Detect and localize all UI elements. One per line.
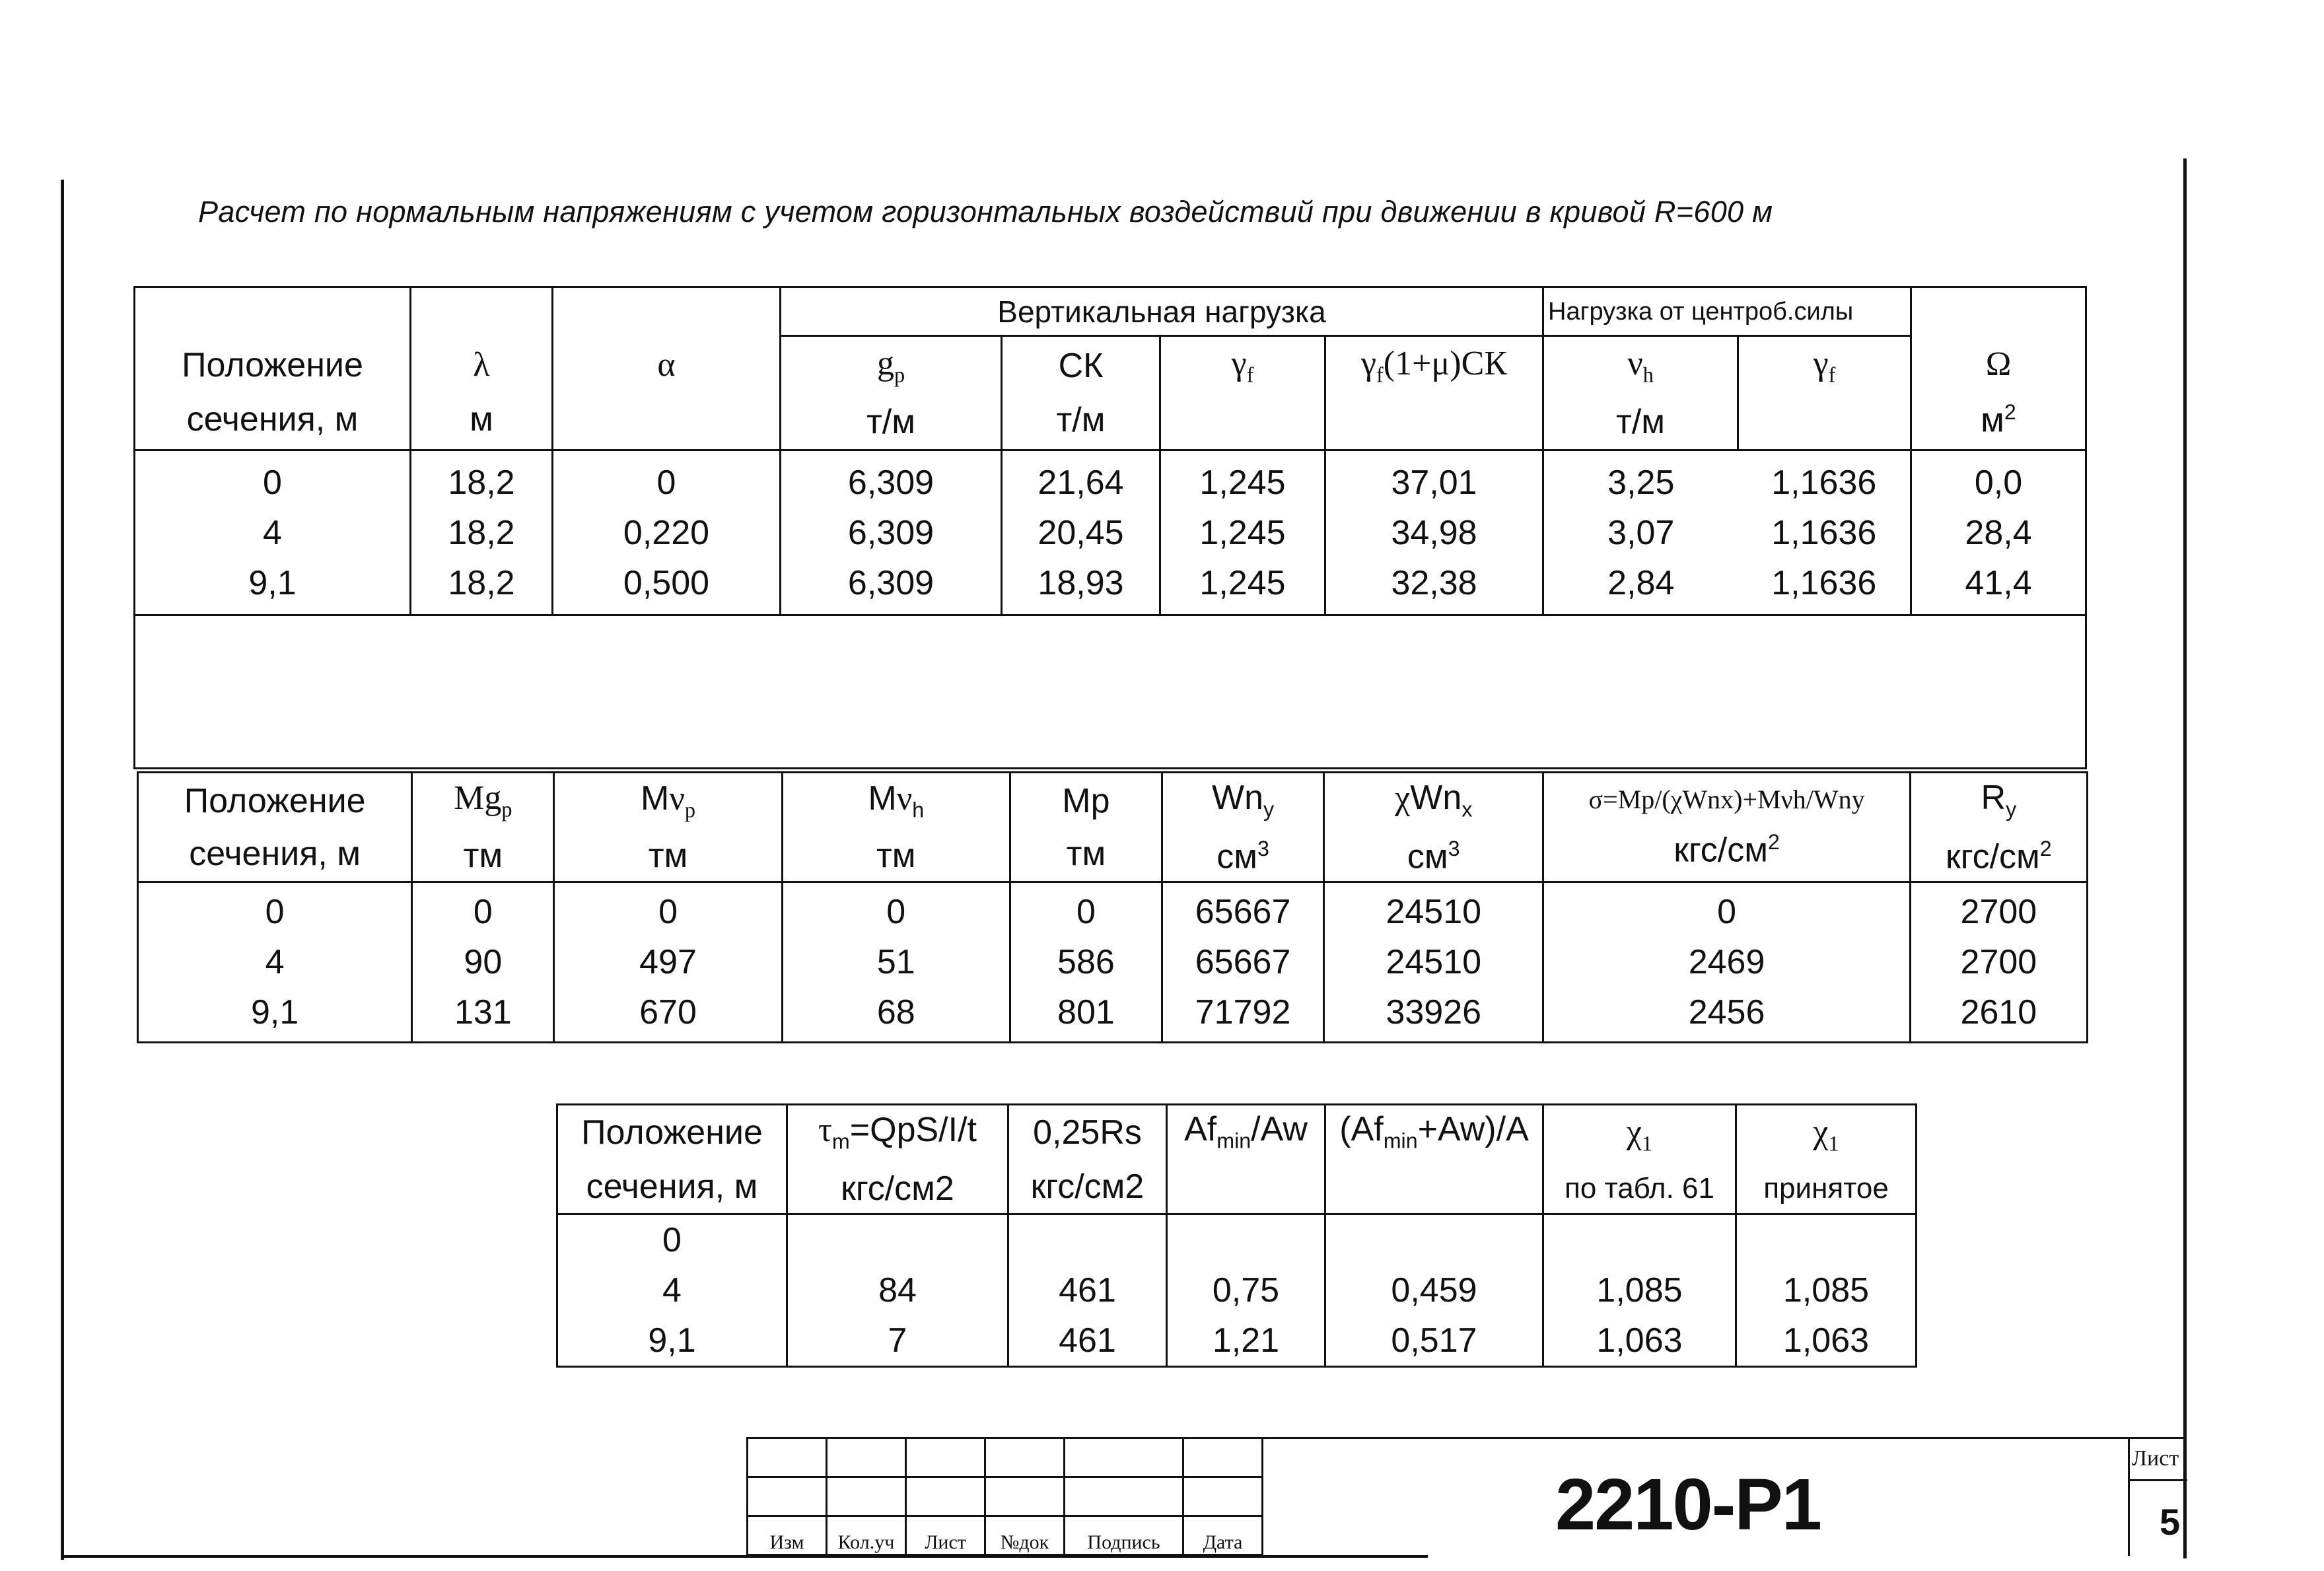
table-moments (137, 771, 2088, 1043)
t3-col-tau: 84 7 (787, 1214, 1008, 1367)
t3-h-chi-table: $\chi_1$ по табл. 61 (1543, 1105, 1736, 1214)
t3-col-af-aw: 0,75 1,21 (1167, 1214, 1325, 1367)
t2-h-mvh: $M\nu_h$ тм (782, 773, 1010, 882)
t1-h-gamma-f: $\gamma_f$ (1160, 336, 1325, 450)
t2-col-sigma: 0 2469 2456 (1543, 882, 1910, 1043)
stamp-label-ndoc: №док (985, 1516, 1065, 1555)
t3-col-af-aw-a: 0,459 0,517 (1325, 1214, 1543, 1367)
t1-group-vertical: Вертикальная нагрузка (781, 287, 1543, 336)
t1-col-omega: 0,0 28,4 41,4 (1911, 450, 2086, 615)
t1-spacer-row (135, 615, 2086, 769)
t3-h-position: Положение сечения, м (557, 1105, 787, 1214)
stamp-label-signature: Подпись (1065, 1516, 1183, 1555)
t1-col-vh: 3,25 3,07 2,84 (1543, 450, 1738, 615)
t2-col-mvh: 0 51 68 (782, 882, 1010, 1043)
t2-h-sigma: σ=Mp/(χWnx)+Mνh/Wny кгс/$см^2$ (1543, 773, 1910, 882)
t1-col-gamma-f: 1,245 1,245 1,245 (1160, 450, 1325, 615)
t1-col-position: 0 4 9,1 (135, 450, 411, 615)
t1-h-gamma-ck: $\gamma_f(1+\mu)СК$ (1325, 336, 1543, 450)
stamp-top-line (1261, 1437, 2186, 1439)
t1-h-lambda: λ м (411, 336, 553, 450)
t2-h-mgp: $Mg_p$ тм (412, 773, 554, 882)
page-title: Расчет по нормальным напряжениям с учетом горизонтальных воздействий при движении в кривой R=600 м (198, 195, 1773, 228)
document-number: 2210-P1 (1555, 1464, 1821, 1545)
sheet-label: Лист (2132, 1446, 2179, 1471)
t1-col-ck: 21,64 20,45 18,93 (1002, 450, 1160, 615)
title-block-stamp (746, 1437, 1263, 1556)
t3-h-tau: $\tau_m=QpS/I/t$ кгс/см2 (787, 1105, 1008, 1214)
sheet-number: 5 (2160, 1501, 2181, 1543)
t3-col-rs: 461 461 (1008, 1214, 1167, 1367)
t2-h-position: Положение сечения, м (138, 773, 412, 882)
t3-h-chi-accepted: $\chi_1$ принятое (1736, 1105, 1917, 1214)
t1-h-alpha: α (553, 336, 781, 450)
t2-h-xwnx: χWn$_x$ $см^3$ (1324, 773, 1543, 882)
t2-col-wny: 65667 65667 71792 (1162, 882, 1324, 1043)
t3-col-chi-accepted: 1,085 1,063 (1736, 1214, 1917, 1367)
frame-left-border (61, 180, 64, 1560)
t2-col-xwnx: 24510 24510 33926 (1324, 882, 1543, 1043)
t3-h-rs: 0,25Rs кгс/см2 (1008, 1105, 1167, 1214)
stamp-sheet-line (2128, 1479, 2187, 1481)
t1-col-gamma-ck: 37,01 34,98 32,38 (1325, 450, 1543, 615)
t2-col-mgp: 0 90 131 (412, 882, 554, 1043)
t2-h-ry: $R_y$ кгс/$см^2$ (1910, 773, 2087, 882)
t3-h-af-aw-a: $(Af_{min}+Aw)/A$ (1325, 1105, 1543, 1214)
t1-col-lambda: 18,2 18,2 18,2 (411, 450, 553, 615)
stamp-label-list: Лист (906, 1516, 985, 1555)
t2-col-position: 0 4 9,1 (138, 882, 412, 1043)
t1-h-gp: $g_p$ т/м (781, 336, 1002, 450)
t2-h-mp: Mp тм (1010, 773, 1162, 882)
t2-col-ry: 2700 2700 2610 (1910, 882, 2087, 1043)
t3-col-position: 0 4 9,1 (557, 1214, 787, 1367)
stamp-label-kolvo: Кол.уч (827, 1516, 906, 1555)
stamp-sheet-divider (2128, 1437, 2130, 1556)
t3-h-af-aw: $Af_{min}/Aw$ (1167, 1105, 1325, 1214)
stamp-label-date: Дата (1183, 1516, 1263, 1555)
t1-h-position: Положение сечения, м (135, 336, 411, 450)
t1-h-omega: Ω $м^2$ (1911, 336, 2086, 450)
t1-col-gamma-f2: 1,1636 1,1636 1,1636 (1738, 450, 1911, 615)
t2-h-mvp: $M\nu_p$ тм (554, 773, 782, 882)
t2-h-wny: $Wn_y$ $см^3$ (1162, 773, 1324, 882)
t1-header-position-top (135, 287, 411, 336)
t1-h-gamma-f2: $\gamma_f$ (1738, 336, 1911, 450)
frame-right-border (2183, 158, 2187, 1558)
t1-h-vh: $\nu_h$ т/м (1543, 336, 1738, 450)
t1-col-gp: 6,309 6,309 6,309 (781, 450, 1002, 615)
t2-col-mvp: 0 497 670 (554, 882, 782, 1043)
t1-group-centrifugal: Нагрузка от центроб.силы (1543, 287, 1911, 336)
t2-col-mp: 0 586 801 (1010, 882, 1162, 1043)
table-shear (556, 1103, 1917, 1368)
t3-col-chi-table: 1,085 1,063 (1543, 1214, 1736, 1367)
table-vertical-load (133, 286, 2087, 769)
t1-h-ck: СК т/м (1002, 336, 1160, 450)
t1-col-alpha: 0 0,220 0,500 (553, 450, 781, 615)
stamp-label-izm: Изм (748, 1516, 827, 1555)
